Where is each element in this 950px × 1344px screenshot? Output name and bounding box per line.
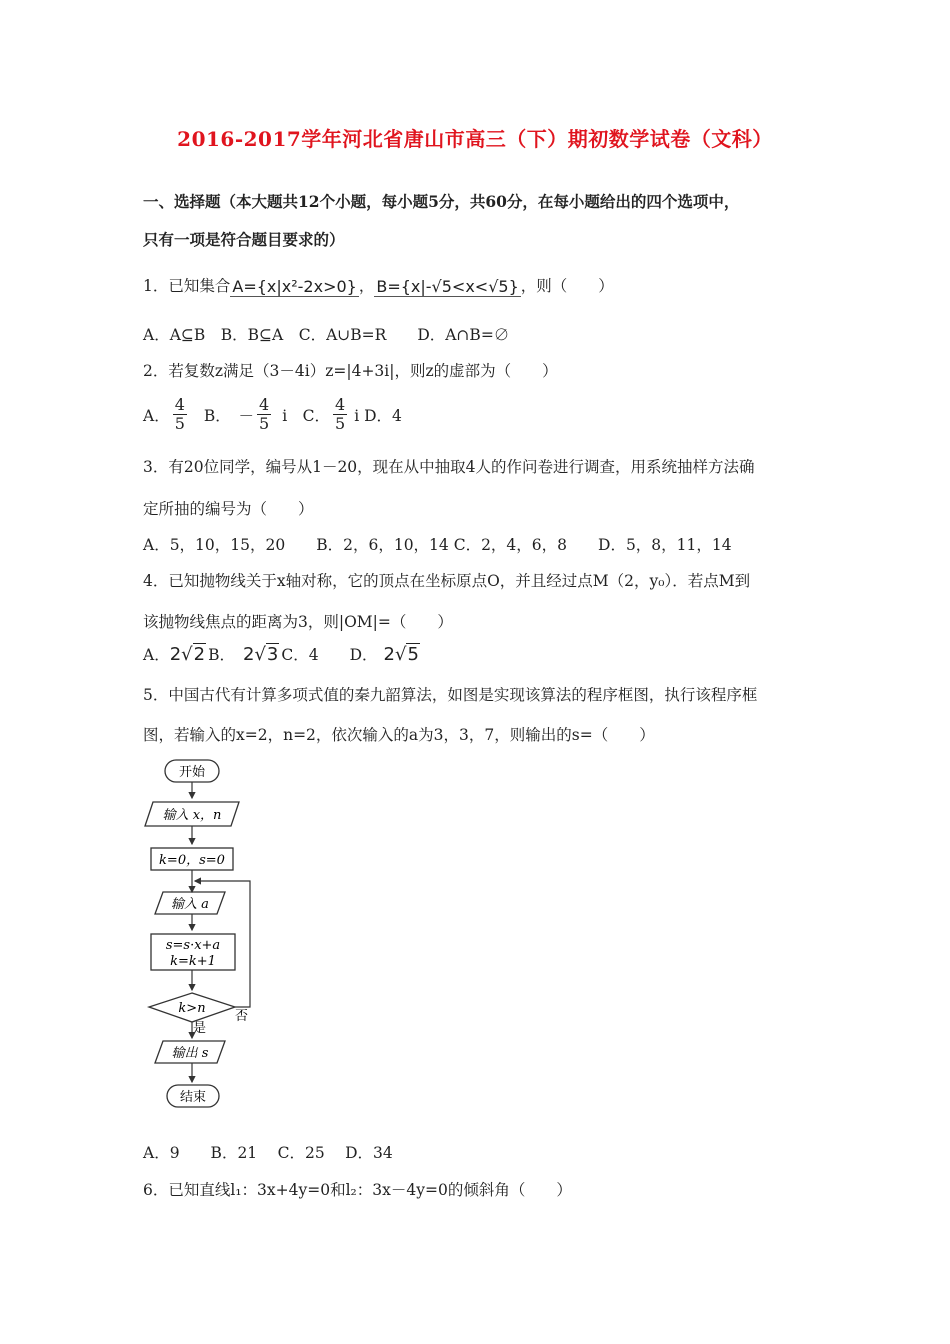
q4-option-a-label: A． [143,646,170,664]
question-1-comma: ， [358,277,375,295]
question-1-set-b: B={x|-√5<x<√5} [376,277,519,296]
question-6: 6．已知直线l₁：3x+4y=0和l₂：3x－4y=0的倾斜角（ ） [143,1181,572,1199]
section-heading-line1: 一、选择题（本大题共12个小题，每小题5分，共60分，在每小题给出的四个选项中， [143,192,740,211]
flowchart-svg [143,756,258,1111]
question-3-line2: 定所抽的编号为（ ） [143,500,314,518]
flow-end-text: 结束 [179,1090,207,1105]
question-1-suffix: ，则（ ） [520,277,614,295]
section-heading-line2: 只有一项是符合题目要求的） [143,230,345,249]
q2-fraction-c: $\frac{4}{5}$ [335,395,346,433]
question-5-options: A．9 B．21 C．25 D．34 [143,1144,393,1162]
flow-no-label: 否 [235,1009,249,1024]
flow-start-text: 开始 [178,765,206,780]
question-5-line1: 5．中国古代有计算多项式值的秦九韶算法，如图是实现该算法的程序框图，执行该程序框 [143,686,758,704]
question-4-line1: 4．已知抛物线关于x轴对称，它的顶点在坐标原点O，并且经过点M（2，y₀）．若点M到 [143,572,751,590]
question-4-line2: 该抛物线焦点的距离为3，则|OM|=（ ） [143,613,453,631]
q2-fraction-a: $\frac{4}{5}$ [174,395,185,433]
q4-sqrt-b: 2√3 [242,643,279,665]
q2-option-c-label: i C． [282,406,331,425]
flow-init-text: k=0，s=0 [159,853,225,868]
q4-option-b-label: B． [208,646,235,664]
q2-fraction-b: $\frac{4}{5}$ [259,395,270,433]
flow-output-text: 输出 s [171,1046,209,1061]
q2-option-d-label: i D．4 [354,406,402,425]
flow-input-a-text: 输入 a [171,897,209,912]
question-2: 2．若复数z满足（3－4i）z=|4+3i|，则z的虚部为（ ） [143,362,558,380]
q2-option-b-label: B． － [203,406,255,425]
q4-sqrt-d: 2√5 [383,643,419,665]
flow-update-line2: k=k+1 [170,954,216,969]
question-3-line1: 3．有20位同学，编号从1－20，现在从中抽取4人的作问卷进行调查，用系统抽样方法确 [143,458,755,476]
question-1-options: A．A⊆B B．B⊆A C．A∪B=R D．A∩B=∅ [143,326,510,344]
question-4-options [143,643,420,665]
question-3-options: A．5，10，15，20 B．2，6，10，14 C．2，4，6，8 D．5，8，11，14 [143,536,732,554]
question-5-line2: 图，若输入的x=2，n=2，依次输入的a为3，3，7，则输出的s=（ ） [143,726,655,744]
question-1 [143,274,614,297]
flow-update-line1: s=s·x+a [165,938,221,953]
question-1-set-a: A={x|x²-2x>0} [232,277,357,296]
q4-sqrt-a: 2√2 [169,643,206,665]
flow-decision-text: k>n [178,1001,206,1016]
question-2-options [143,396,402,433]
flow-yes-label: 是 [193,1021,207,1036]
q4-option-c-label: C．4 D． [281,646,378,664]
page-title: 2016-2017学年河北省唐山市高三（下）期初数学试卷（文科） [177,127,773,151]
flow-input-xn-text: 输入 x，n [162,808,222,823]
q2-option-a-label: A． [143,406,170,425]
flowchart [143,756,258,1111]
question-1-prefix: 1．已知集合 [143,277,231,295]
